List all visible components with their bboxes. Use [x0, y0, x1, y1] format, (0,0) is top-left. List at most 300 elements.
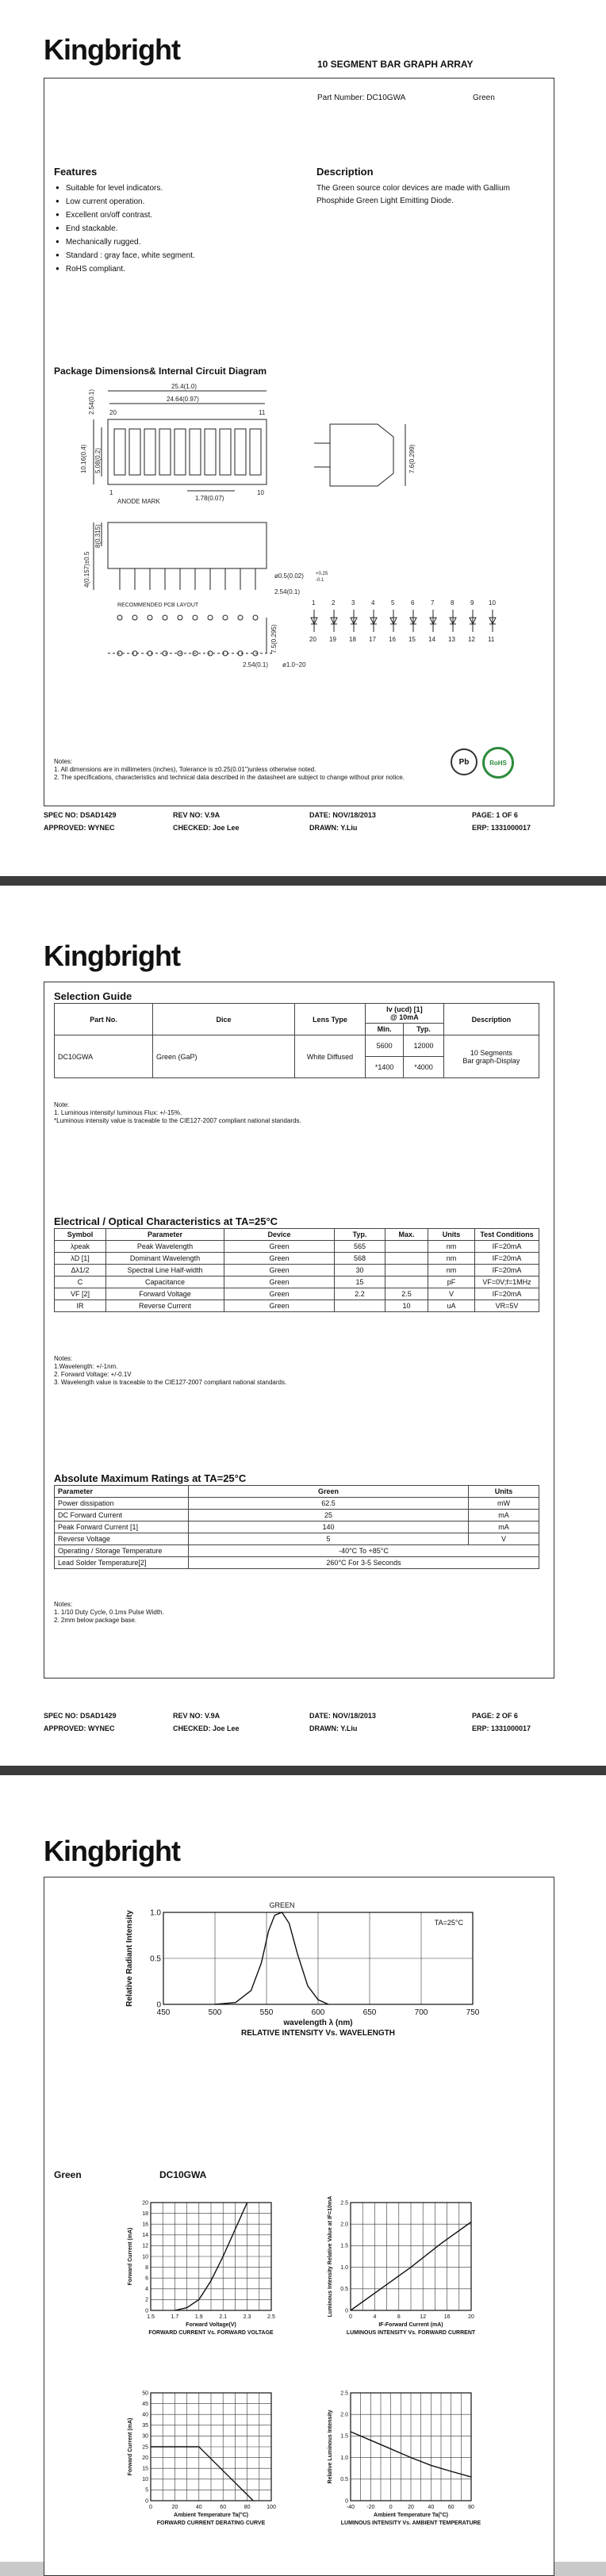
- brand-logo: Kingbright: [44, 940, 180, 972]
- pin-label: 17: [369, 636, 376, 643]
- cell: 30: [335, 1265, 385, 1277]
- pin-label: 14: [428, 636, 435, 643]
- pin-label: 11: [488, 636, 495, 643]
- y-axis-label: Relative Radiant Intensity: [125, 1910, 134, 2007]
- y-tick-label: 2.0: [340, 2412, 348, 2418]
- datasheet-page-1: [0, 0, 606, 876]
- y-tick-label: 45: [142, 2401, 148, 2407]
- circuit-bottom-pin-labels: [309, 636, 495, 643]
- color-label: Green: [473, 94, 495, 102]
- dim-label: 8(0.315): [94, 524, 102, 548]
- cell: VF [2]: [55, 1288, 106, 1300]
- cell: 25: [189, 1510, 469, 1521]
- x-tick-label: 2.5: [267, 2314, 275, 2320]
- y-tick-label: 8: [145, 2264, 148, 2271]
- pcb-layout-holes: [117, 615, 258, 656]
- feature-item: ● Mechanically rugged.: [56, 235, 195, 249]
- x-tick-label: 650: [362, 2008, 377, 2017]
- dim-label: 2.54(0.1): [274, 588, 301, 595]
- y-tick-label: 25: [142, 2444, 148, 2451]
- table-row: [55, 1265, 539, 1277]
- package-dimension-drawing: [44, 380, 552, 689]
- description-line-2: Phosphide Green Light Emitting Diode.: [316, 197, 454, 205]
- cell: IF=20mA: [475, 1265, 539, 1277]
- chart-iv-if: [324, 2195, 482, 2353]
- x-tick-label: 80: [468, 2505, 474, 2510]
- table-row: [55, 1498, 539, 1510]
- col-header: Units: [428, 1229, 475, 1241]
- checked: CHECKED: Joe Lee: [173, 824, 240, 832]
- y-tick-label: 1.0: [150, 1908, 161, 1918]
- pin-label: 8: [451, 599, 454, 607]
- cell-min: *1400: [366, 1057, 404, 1078]
- cell: Lead Solder Temperature[2]: [55, 1557, 189, 1569]
- doc-title: 10 SEGMENT BAR GRAPH ARRAY: [317, 59, 474, 70]
- desc-line: Bar graph-Display: [462, 1056, 520, 1065]
- datasheet-page-2: [0, 886, 606, 1766]
- x-tick-label: 1.5: [147, 2314, 155, 2320]
- chart-relative-intensity: [108, 1893, 489, 2044]
- page-separator: [0, 1766, 606, 1775]
- chart-title: FORWARD CURRENT Vs. FORWARD VOLTAGE: [148, 2330, 274, 2336]
- cell: Green: [224, 1241, 335, 1253]
- y-axis-label: Forward Current (mA): [128, 2417, 133, 2476]
- dim-label: 1.78(0.07): [195, 495, 224, 502]
- cell: C: [55, 1277, 106, 1288]
- segment-slots: [114, 429, 261, 475]
- cell: Δλ1/2: [55, 1265, 106, 1277]
- electrical-note-3: 3. Wavelength value is traceable to the CIE127-2007 compliant national standards.: [54, 1379, 287, 1386]
- dim-label: 2.54(0.1): [243, 661, 269, 668]
- y-tick-label: 35: [142, 2423, 148, 2429]
- y-tick-label: 2: [145, 2297, 148, 2303]
- checked: CHECKED: Joe Lee: [173, 1724, 240, 1732]
- y-tick-label: 10: [142, 2254, 148, 2260]
- cell: Dominant Wavelength: [106, 1253, 224, 1265]
- cell: [385, 1277, 428, 1288]
- cell: V: [469, 1533, 539, 1545]
- cell: V: [428, 1288, 475, 1300]
- table-row: [55, 1533, 539, 1545]
- y-tick-label: 0.5: [340, 2477, 348, 2483]
- cell: Reverse Voltage: [55, 1533, 189, 1545]
- cell: IF=20mA: [475, 1253, 539, 1265]
- col-header: Device: [224, 1229, 335, 1241]
- col-header: Parameter: [106, 1229, 224, 1241]
- dim-label: ø0.5(0.02): [274, 572, 304, 580]
- x-tick-label: 4: [373, 2314, 377, 2320]
- x-axis-label: Ambient Temperature Ta(°C): [174, 2513, 248, 2518]
- abs-note-title: Notes:: [54, 1601, 73, 1608]
- selection-note-1: 1. Luminous intensity/ luminous Flux: +/-15%.: [54, 1109, 182, 1116]
- x-tick-label: 550: [259, 2008, 274, 2017]
- col-header: Test Conditions: [475, 1229, 539, 1241]
- cell: nm: [428, 1241, 475, 1253]
- feature-item: ● RoHS compliant.: [56, 262, 195, 276]
- selection-note-title: Note:: [54, 1101, 70, 1108]
- part-label: DC10GWA: [159, 2169, 207, 2180]
- cell-min: 5600: [366, 1035, 404, 1057]
- col-header: Typ.: [335, 1229, 385, 1241]
- cell-dice: Green (GaP): [153, 1035, 295, 1078]
- col-iv: [366, 1004, 444, 1024]
- x-axis-label: IF-Forward Current (mA): [378, 2322, 443, 2328]
- y-axis-label: Forward Current (mA): [128, 2227, 133, 2286]
- spec-no: SPEC NO: DSAD1429: [44, 1712, 117, 1720]
- y-tick-label: 0: [345, 2498, 348, 2505]
- electrical-title: Electrical / Optical Characteristics at TA=25°C: [54, 1215, 278, 1227]
- table-row: [55, 1510, 539, 1521]
- pin-label: 19: [329, 636, 336, 643]
- cell: VF=0V;f=1MHz: [475, 1277, 539, 1288]
- features-list: [56, 182, 195, 276]
- cell-description: [443, 1035, 539, 1078]
- x-tick-label: 100: [267, 2505, 276, 2510]
- x-tick-label: -40: [346, 2505, 355, 2510]
- cell: Power dissipation: [55, 1498, 189, 1510]
- x-tick-label: 60: [220, 2505, 227, 2510]
- cell-typ: 12000: [404, 1035, 443, 1057]
- pin-label: 13: [448, 636, 455, 643]
- y-tick-label: 1.0: [340, 2455, 348, 2461]
- pin-label: 11: [259, 409, 266, 416]
- page-footer: [44, 1712, 553, 1739]
- approved: APPROVED: WYNEC: [44, 1724, 115, 1732]
- table-row: [55, 1300, 539, 1312]
- cell: Capacitance: [106, 1277, 224, 1288]
- page-number: PAGE: 1 OF 6: [472, 811, 518, 819]
- dim-label: 4(0.157)±0.5: [83, 551, 90, 588]
- y-axis-label: Luminous Intensity Relative Value at IF=10mA: [328, 2195, 333, 2318]
- pb-free-icon-label: Pb: [458, 757, 470, 767]
- x-tick-label: 750: [466, 2008, 480, 2017]
- y-tick-label: 16: [142, 2222, 148, 2228]
- col-description: Description: [443, 1004, 539, 1035]
- dim-label: 2.54(0.1): [88, 389, 95, 415]
- col-header: Max.: [385, 1229, 428, 1241]
- col-part-no: Part No.: [55, 1004, 153, 1035]
- y-tick-label: 1.5: [340, 2433, 348, 2440]
- cell: 15: [335, 1277, 385, 1288]
- pins: [120, 568, 255, 590]
- y-tick-label: 50: [142, 2390, 148, 2397]
- x-tick-label: 450: [156, 2008, 171, 2017]
- series-line: [151, 2447, 253, 2501]
- chart-iv-ta: [324, 2385, 482, 2543]
- cell: λpeak: [55, 1241, 106, 1253]
- feature-item: ● Suitable for level indicators.: [56, 182, 195, 195]
- dim-label: ø1.0~20: [282, 661, 306, 668]
- cell: pF: [428, 1277, 475, 1288]
- cell: [385, 1241, 428, 1253]
- pin-label: 20: [109, 409, 117, 416]
- dim-label: 5.08(0.2): [94, 447, 102, 473]
- cell: -40°C To +85°C: [189, 1545, 539, 1557]
- rev-no: REV NO: V.9A: [173, 811, 221, 819]
- selection-guide-table: [54, 1003, 539, 1078]
- spec-no: SPEC NO: DSAD1429: [44, 811, 117, 819]
- y-tick-label: 4: [145, 2287, 148, 2293]
- x-axis-label: Ambient Temperature Ta(°C): [374, 2513, 448, 2518]
- x-axis-label: wavelength λ (nm): [283, 2019, 353, 2027]
- drawn: DRAWN: Y.Liu: [309, 824, 358, 832]
- feature-item: ● Low current operation.: [56, 195, 195, 209]
- abs-max-table: [54, 1485, 539, 1569]
- col-header: Parameter: [55, 1486, 189, 1498]
- anode-mark-label: ANODE MARK: [117, 498, 160, 505]
- y-tick-label: 20: [142, 2200, 148, 2207]
- rohs-badge: [482, 747, 514, 779]
- table-row: [55, 1253, 539, 1265]
- notes-title: Notes:: [54, 758, 73, 765]
- x-tick-label: 8: [397, 2314, 401, 2320]
- col-header: Green: [189, 1486, 469, 1498]
- pb-free-badge: [451, 748, 478, 775]
- table-row: [55, 1545, 539, 1557]
- y-tick-label: 14: [142, 2233, 148, 2239]
- chart-title: FORWARD CURRENT DERATING CURVE: [156, 2520, 266, 2526]
- cell: [385, 1265, 428, 1277]
- pin-label: 16: [389, 636, 396, 643]
- cell: mW: [469, 1498, 539, 1510]
- green-label: Green: [54, 2169, 82, 2180]
- y-tick-label: 0: [156, 2000, 161, 2010]
- col-typ: Typ.: [404, 1024, 443, 1035]
- cell-lens-type: White Diffused: [295, 1035, 366, 1078]
- page-separator: [0, 876, 606, 886]
- electrical-note-title: Notes:: [54, 1355, 73, 1362]
- package-title: Package Dimensions& Internal Circuit Diagram: [54, 366, 267, 377]
- x-tick-label: 20: [171, 2505, 178, 2510]
- cell: IF=20mA: [475, 1241, 539, 1253]
- iv-header: Iv (ucd) [1]: [386, 1005, 423, 1013]
- erp: ERP: 1331000017: [472, 824, 531, 832]
- chart-derating: [124, 2385, 282, 2543]
- abs-max-title: Absolute Maximum Ratings at TA=25°C: [54, 1472, 247, 1484]
- y-tick-label: 1.5: [340, 2243, 348, 2249]
- date: DATE: NOV/18/2013: [309, 811, 376, 819]
- selection-guide-title: Selection Guide: [54, 990, 132, 1002]
- pin-label: 5: [391, 599, 395, 607]
- cell: Green: [224, 1265, 335, 1277]
- series-name-label: GREEN: [269, 1901, 295, 1909]
- cell: nm: [428, 1253, 475, 1265]
- y-tick-label: 0.5: [150, 1954, 161, 1964]
- drawn: DRAWN: Y.Liu: [309, 1724, 358, 1732]
- internal-circuit-leds: [311, 610, 496, 632]
- pin-label: 2: [332, 599, 336, 607]
- y-tick-label: 2.5: [340, 2200, 348, 2207]
- y-tick-label: 5: [145, 2487, 148, 2494]
- cell: 2.5: [385, 1288, 428, 1300]
- x-tick-label: 2.3: [243, 2314, 251, 2320]
- x-tick-label: 1.9: [194, 2314, 203, 2320]
- y-tick-label: 30: [142, 2433, 148, 2440]
- feature-item: ● Excellent on/off contrast.: [56, 209, 195, 222]
- cell: mA: [469, 1521, 539, 1533]
- x-tick-label: 2.1: [219, 2314, 228, 2320]
- cell-typ: *4000: [404, 1057, 443, 1078]
- cell: [335, 1300, 385, 1312]
- cell: Green: [224, 1277, 335, 1288]
- pin-label: 7: [431, 599, 435, 607]
- cell: Green: [224, 1253, 335, 1265]
- cell: DC Forward Current: [55, 1510, 189, 1521]
- x-tick-label: 16: [443, 2314, 451, 2320]
- note-1: 1. All dimensions are in millimeters (inches), Tolerance is ±0.25(0.01")unless otherwise noted.: [54, 766, 316, 773]
- abs-note-1: 1. 1/10 Duty Cycle, 0.1ms Pulse Width.: [54, 1609, 164, 1616]
- pin-label: 10: [489, 599, 496, 607]
- pin-label: 10: [257, 489, 264, 496]
- cell: 140: [189, 1521, 469, 1533]
- y-tick-label: 40: [142, 2412, 148, 2418]
- x-tick-label: 700: [414, 2008, 428, 2017]
- brand-logo: Kingbright: [44, 33, 180, 66]
- page-2-frame: [44, 982, 554, 1678]
- x-tick-label: 40: [195, 2505, 202, 2510]
- temperature-annotation: TA=25°C: [434, 1919, 463, 1927]
- pin-label: 6: [411, 599, 415, 607]
- cell: Forward Voltage: [106, 1288, 224, 1300]
- x-tick-label: 20: [408, 2505, 414, 2510]
- col-lens-type: Lens Type: [295, 1004, 366, 1035]
- part-number: Part Number: DC10GWA: [317, 94, 406, 102]
- selection-note-2: *Luminous intensity value is traceable to the CIE127-2007 compliant national standards.: [54, 1117, 301, 1124]
- x-tick-label: 0: [389, 2505, 393, 2510]
- chart-title: LUMINOUS INTENSITY Vs. FORWARD CURRENT: [346, 2330, 476, 2336]
- page-1-frame: [44, 78, 554, 806]
- cell: Spectral Line Half-width: [106, 1265, 224, 1277]
- page-3-frame: [44, 1877, 554, 2576]
- col-dice: Dice: [153, 1004, 295, 1035]
- note-2: 2. The specifications, characteristics and technical data described in the datasheet are subject to change without prior notice.: [54, 774, 405, 781]
- table-row: [55, 1557, 539, 1569]
- col-header: Units: [469, 1486, 539, 1498]
- cell: Operating / Storage Temperature: [55, 1545, 189, 1557]
- electrical-table: [54, 1228, 539, 1312]
- y-tick-label: 0: [345, 2308, 348, 2314]
- datasheet-page-3: [0, 1775, 606, 2562]
- dim-label: 7.5(0.295): [270, 624, 278, 653]
- date: DATE: NOV/18/2013: [309, 1712, 376, 1720]
- cell: Green: [224, 1300, 335, 1312]
- x-tick-label: 80: [244, 2505, 251, 2510]
- chart-title: RELATIVE INTENSITY Vs. WAVELENGTH: [241, 2029, 395, 2038]
- dim-label: 7.6(0.299): [408, 444, 416, 473]
- y-tick-label: 1.0: [340, 2264, 348, 2271]
- feature-item: ● Standard : gray face, white segment.: [56, 249, 195, 262]
- cell: 260°C For 3-5 Seconds: [189, 1557, 539, 1569]
- y-tick-label: 10: [142, 2477, 148, 2483]
- pcb-layout-label: RECOMMENDED PCB LAYOUT: [117, 603, 199, 608]
- y-tick-label: 15: [142, 2466, 148, 2472]
- page-footer: [44, 811, 553, 838]
- x-tick-label: 0: [349, 2314, 352, 2320]
- electrical-note-1: 1.Wavelength: +/-1nm.: [54, 1363, 118, 1370]
- cell: nm: [428, 1265, 475, 1277]
- page-number: PAGE: 2 OF 6: [472, 1712, 518, 1720]
- y-tick-label: 0.5: [340, 2287, 348, 2293]
- y-tick-label: 6: [145, 2276, 148, 2282]
- cell: 5: [189, 1533, 469, 1545]
- cell: 2.2: [335, 1288, 385, 1300]
- cell: λD [1]: [55, 1253, 106, 1265]
- rev-no: REV NO: V.9A: [173, 1712, 221, 1720]
- y-tick-label: 12: [142, 2243, 148, 2249]
- y-tick-label: 18: [142, 2210, 148, 2217]
- y-tick-label: 2.0: [340, 2222, 348, 2228]
- description-title: Description: [316, 166, 374, 178]
- y-axis-label: Relative Luminous Intensity: [328, 2409, 333, 2484]
- package-bottom-outline: [108, 522, 267, 568]
- col-min: Min.: [366, 1024, 404, 1035]
- cell: 565: [335, 1241, 385, 1253]
- x-axis-label: Forward Voltage(V): [186, 2322, 236, 2328]
- cell-part-no: DC10GWA: [55, 1035, 153, 1078]
- dim-label: 24.64(0.97): [167, 396, 199, 403]
- feature-item: ● End stackable.: [56, 222, 195, 235]
- features-title: Features: [54, 166, 98, 178]
- y-tick-label: 0: [145, 2308, 148, 2314]
- table-row: [55, 1521, 539, 1533]
- cell: IR: [55, 1300, 106, 1312]
- circuit-top-pin-labels: [312, 599, 496, 607]
- cell: IF=20mA: [475, 1288, 539, 1300]
- x-tick-label: 20: [468, 2314, 474, 2320]
- description-line-1: The Green source color devices are made with Gallium: [316, 184, 510, 193]
- pin-label: 15: [408, 636, 416, 643]
- brand-logo: Kingbright: [44, 1835, 180, 1867]
- cell: Reverse Current: [106, 1300, 224, 1312]
- dim-label: 25.4(1.0): [171, 383, 198, 390]
- table-row: [55, 1288, 539, 1300]
- x-tick-label: 0: [149, 2505, 152, 2510]
- x-tick-label: 600: [311, 2008, 325, 2017]
- cell: VR=5V: [475, 1300, 539, 1312]
- rohs-icon-label: RoHS: [489, 759, 507, 767]
- cell: 62.5: [189, 1498, 469, 1510]
- dim-label: +0.25: [316, 572, 328, 576]
- x-tick-label: 40: [428, 2505, 435, 2510]
- dim-label: -0.1: [316, 578, 324, 583]
- cell: Green: [224, 1288, 335, 1300]
- pin-label: 12: [468, 636, 475, 643]
- cell: mA: [469, 1510, 539, 1521]
- pin-label: 4: [371, 599, 375, 607]
- approved: APPROVED: WYNEC: [44, 824, 115, 832]
- desc-line: 10 Segments: [470, 1048, 512, 1057]
- pin-label: 18: [349, 636, 356, 643]
- cell: Peak Wavelength: [106, 1241, 224, 1253]
- x-tick-label: 500: [208, 2008, 222, 2017]
- cell: 568: [335, 1253, 385, 1265]
- table-row: [55, 1277, 539, 1288]
- chart-if-vf: [124, 2195, 282, 2353]
- dim-label: 10.16(0.4): [80, 444, 87, 473]
- electrical-note-2: 2. Forward Voltage: +/-0.1V: [54, 1371, 132, 1378]
- x-tick-label: 1.7: [171, 2314, 179, 2320]
- cell: uA: [428, 1300, 475, 1312]
- y-tick-label: 0: [145, 2498, 148, 2505]
- x-tick-label: -20: [366, 2505, 375, 2510]
- package-side-outline: [330, 424, 393, 486]
- iv-header-2: @ 10mA: [389, 1013, 419, 1021]
- pin-label: 20: [309, 636, 316, 643]
- pin-label: 1: [109, 489, 113, 496]
- y-tick-label: 2.5: [340, 2390, 348, 2397]
- abs-note-2: 2. 2mm below package base.: [54, 1617, 137, 1624]
- erp: ERP: 1331000017: [472, 1724, 531, 1732]
